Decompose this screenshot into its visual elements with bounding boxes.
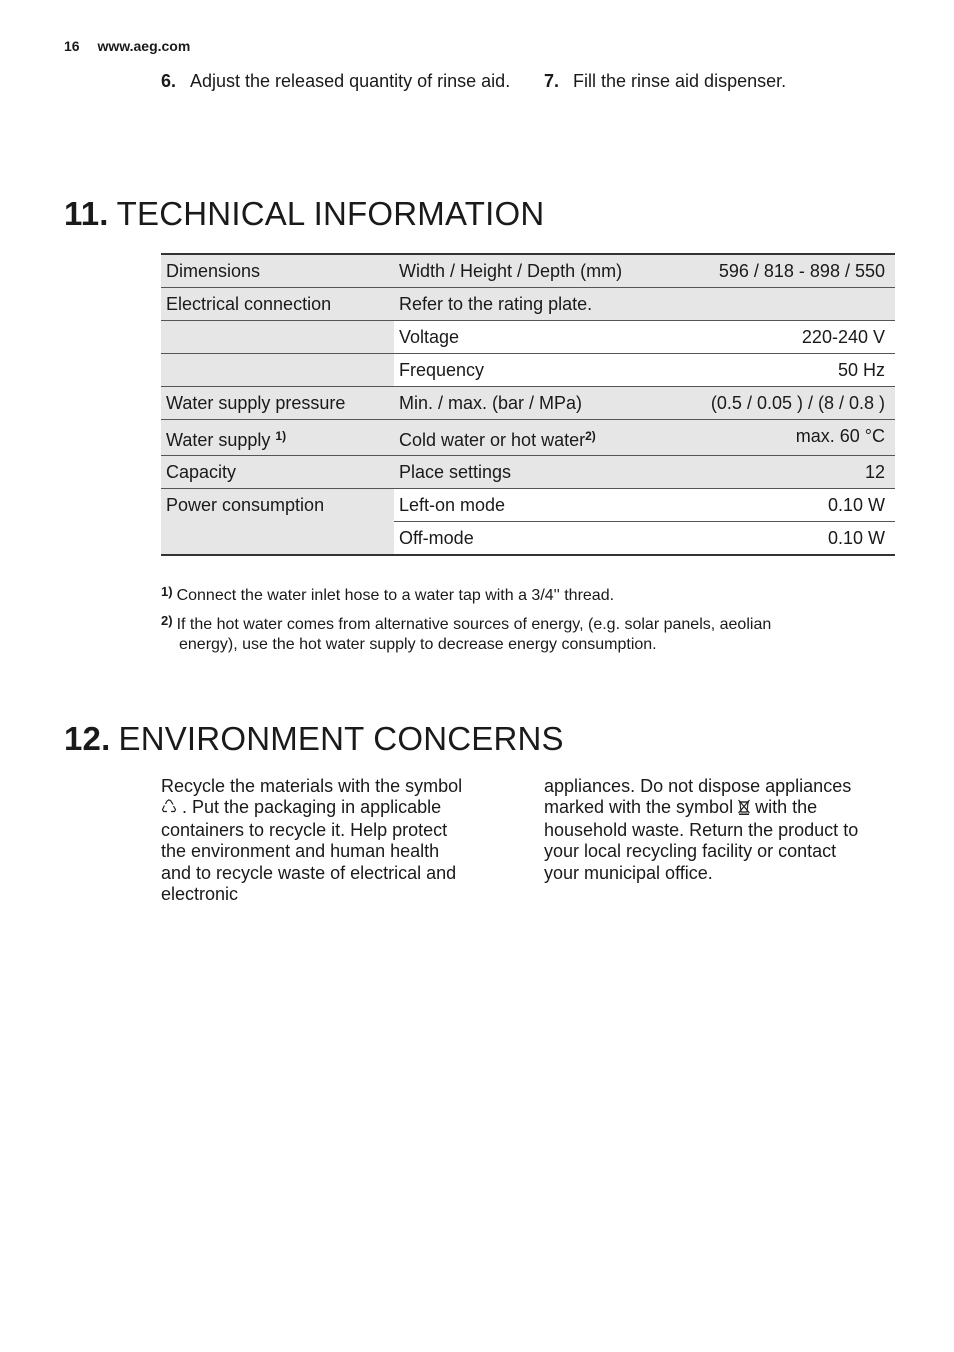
row-label: Water supply pressure — [161, 387, 394, 420]
row-value: 0.10 W — [653, 522, 895, 556]
section-number: 12. — [64, 720, 111, 757]
row-value: 12 — [653, 456, 895, 489]
table-row — [161, 321, 895, 354]
page-header — [64, 38, 190, 54]
row-value: 220-240 V — [653, 321, 895, 354]
table-row — [161, 354, 895, 387]
row-label — [161, 420, 394, 456]
section-number: 11. — [64, 195, 109, 232]
row-param: Off-mode — [394, 522, 653, 556]
row-param: Left-on mode — [394, 489, 653, 522]
table-row — [161, 288, 895, 321]
row-label — [161, 354, 394, 387]
footnote-1 — [161, 582, 881, 606]
footnote-text-continued: energy), use the hot water supply to decrease energy consumption. — [179, 636, 657, 653]
website-link[interactable]: www.aeg.com — [97, 38, 191, 54]
row-value: 50 Hz — [653, 354, 895, 387]
paragraph-text: with the household waste. Return the product to your local recycling facility or contact your municipal office. — [544, 797, 859, 883]
section-title-environment — [64, 720, 564, 758]
row-label: Power consumption — [161, 489, 394, 556]
table-row — [161, 456, 895, 489]
row-label: Electrical connection — [161, 288, 394, 321]
row-label-text: Water supply — [166, 430, 271, 450]
row-value: (0.5 / 0.05 ) / (8 / 0.8 ) — [653, 387, 895, 420]
step-6 — [161, 70, 511, 92]
table-row — [161, 420, 895, 456]
step-7 — [544, 70, 874, 92]
step-text: Fill the rinse aid dispenser. — [573, 71, 787, 91]
row-param: Frequency — [394, 354, 653, 387]
environment-text-left — [161, 776, 471, 905]
technical-table — [161, 253, 895, 556]
table-row — [161, 254, 895, 288]
table-row — [161, 489, 895, 522]
row-value — [653, 288, 895, 321]
paragraph-text: . Put the packaging in applicable containers to recycle it. Help protect the environment and human health and to recycle waste of electrical and electronic — [161, 797, 457, 905]
footnote-mark: 2) — [161, 613, 173, 628]
row-param: Refer to the rating plate. — [394, 288, 653, 321]
footnotes — [161, 582, 881, 660]
row-param-text: Cold water or hot water — [399, 430, 586, 450]
row-label: Capacity — [161, 456, 394, 489]
section-title-technical — [64, 195, 544, 233]
paragraph-text: Recycle the materials with the symbol — [161, 776, 463, 796]
footnote-2 — [161, 611, 881, 655]
row-value: 0.10 W — [653, 489, 895, 522]
row-param: Min. / max. (bar / MPa) — [394, 387, 653, 420]
row-param: Place settings — [394, 456, 653, 489]
table-row — [161, 387, 895, 420]
crossed-bin-icon — [738, 800, 750, 817]
step-text: Adjust the released quantity of rinse aid. — [190, 71, 511, 91]
step-number: 7. — [544, 71, 560, 91]
row-param — [394, 420, 653, 456]
recycle-icon — [161, 800, 177, 817]
paragraph-text: appliances. Do not dispose appliances marked with the symbol — [544, 776, 852, 818]
footnote-mark: 1) — [161, 584, 173, 599]
step-number: 6. — [161, 71, 177, 91]
row-param: Voltage — [394, 321, 653, 354]
section-title-text: TECHNICAL INFORMATION — [116, 195, 545, 232]
row-label: Dimensions — [161, 254, 394, 288]
footnote-text: Connect the water inlet hose to a water tap with a 3/4'' thread. — [176, 587, 615, 604]
footnote-ref: 1) — [275, 429, 287, 443]
environment-text-right — [544, 776, 874, 884]
row-value: max. 60 °C — [653, 420, 895, 456]
row-label — [161, 321, 394, 354]
row-value: 596 / 818 - 898 / 550 — [653, 254, 895, 288]
footnote-text: If the hot water comes from alternative sources of energy, (e.g. solar panels, aeolian — [176, 616, 772, 633]
row-param: Width / Height / Depth (mm) — [394, 254, 653, 288]
section-title-text: ENVIRONMENT CONCERNS — [118, 720, 564, 757]
footnote-ref: 2) — [585, 429, 596, 443]
page-number: 16 — [64, 38, 80, 54]
